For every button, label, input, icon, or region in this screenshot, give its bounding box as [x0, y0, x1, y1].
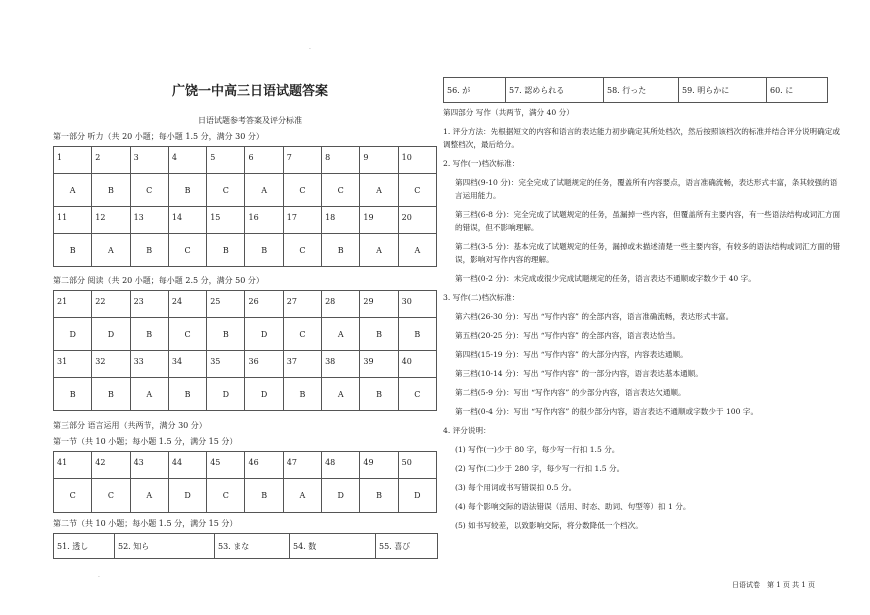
table-cell: B	[207, 234, 245, 267]
table-cell: C	[398, 174, 436, 207]
table-row	[54, 318, 437, 351]
table-cell: D	[245, 318, 283, 351]
table-cell: B	[398, 318, 436, 351]
table-cell: 12	[92, 207, 130, 234]
table-cell: B	[322, 234, 360, 267]
table-cell: A	[245, 174, 283, 207]
scoring-note: (3) 每个用词或书写错误扣 0.5 分。	[455, 483, 577, 492]
table-cell: 25	[207, 291, 245, 318]
scoring-note: (5) 如书写较差，以致影响交际，将分数降低一个档次。	[455, 521, 643, 530]
table-cell: 35	[207, 351, 245, 378]
table-cell: 44	[168, 452, 206, 479]
fill-table-1	[53, 533, 438, 559]
table-cell: B	[92, 378, 130, 411]
table-cell: A	[92, 234, 130, 267]
table-cell: 11	[54, 207, 92, 234]
table-cell: 36	[245, 351, 283, 378]
table-row	[54, 147, 437, 174]
part3-heading: 第三部分 语言运用（共两节，满分 30 分）	[53, 421, 207, 430]
table-cell: C	[92, 479, 130, 513]
table-cell: 37	[283, 351, 321, 378]
table-cell: 21	[54, 291, 92, 318]
table-cell: 27	[283, 291, 321, 318]
table-cell: 17	[283, 207, 321, 234]
table-cell: B	[54, 234, 92, 267]
table-row	[54, 479, 437, 513]
table-cell: B	[168, 174, 206, 207]
table-cell: 16	[245, 207, 283, 234]
table-cell: 28	[322, 291, 360, 318]
table-cell: C	[283, 234, 321, 267]
table-cell: B	[54, 378, 92, 411]
table-cell: 23	[130, 291, 168, 318]
table-cell: A	[398, 234, 436, 267]
table-cell: 10	[398, 147, 436, 174]
table-cell: C	[283, 318, 321, 351]
table-cell: 48	[322, 452, 360, 479]
table-cell: 56. が	[444, 78, 506, 103]
table-cell: 32	[92, 351, 130, 378]
part3-sec1-heading: 第一节（共 10 小题；每小题 1.5 分，满分 15 分）	[53, 437, 238, 446]
table-cell: 50	[398, 452, 436, 479]
table-cell: D	[54, 318, 92, 351]
table-cell: 2	[92, 147, 130, 174]
table-cell: 13	[130, 207, 168, 234]
page-mark: .	[309, 44, 311, 51]
table-row	[54, 378, 437, 411]
table-cell: 41	[54, 452, 92, 479]
table-cell: B	[283, 378, 321, 411]
table-cell: 6	[245, 147, 283, 174]
table-cell: B	[130, 318, 168, 351]
table-cell: B	[245, 234, 283, 267]
table-cell: 34	[168, 351, 206, 378]
table-cell: B	[207, 318, 245, 351]
table-cell: C	[168, 234, 206, 267]
writing2-level: 第五档(20-25 分)：写出 “写作内容” 的全部内容，语言表达恰当。	[455, 331, 681, 340]
table-cell: D	[398, 479, 436, 513]
table-cell: 8	[322, 147, 360, 174]
table-cell: 26	[245, 291, 283, 318]
table-cell: A	[360, 234, 398, 267]
table-cell: 5	[207, 147, 245, 174]
table-cell: 4	[168, 147, 206, 174]
table-cell: 42	[92, 452, 130, 479]
table-cell: 33	[130, 351, 168, 378]
table-cell: C	[207, 479, 245, 513]
page-mark: .	[98, 572, 100, 579]
table-cell: A	[130, 479, 168, 513]
table-cell: 55. 喜び	[376, 534, 438, 559]
table-cell: 24	[168, 291, 206, 318]
page-title: 广饶一中高三日语试题答案	[171, 84, 328, 99]
table-row	[54, 534, 438, 559]
table-cell: D	[245, 378, 283, 411]
table-cell: D	[322, 479, 360, 513]
table-row	[444, 78, 828, 103]
table-cell: 46	[245, 452, 283, 479]
table-cell: B	[360, 318, 398, 351]
part2-answer-table	[53, 290, 437, 411]
writing2-level: 第四档(15-19 分)：写出 “写作内容” 的大部分内容，内容表达通顺。	[455, 350, 688, 359]
table-cell: 20	[398, 207, 436, 234]
table-cell: 60. に	[767, 78, 828, 103]
table-cell: 22	[92, 291, 130, 318]
table-cell: D	[92, 318, 130, 351]
table-cell: C	[322, 174, 360, 207]
table-cell: C	[168, 318, 206, 351]
part1-heading: 第一部分 听力（共 20 小题；每小题 1.5 分，满分 30 分）	[53, 132, 264, 141]
notes-heading: 4. 评分说明：	[443, 426, 491, 435]
writing2-level: 第一档(0-4 分)：写出 “写作内容” 的很少部分内容，语言表达不通顺或字数少于 100 字。	[455, 407, 759, 416]
table-cell: 57. 認められる	[506, 78, 604, 103]
part4-heading: 第四部分 写作（共两节，满分 40 分）	[443, 108, 574, 117]
table-cell: A	[322, 378, 360, 411]
table-cell: 54. 数	[290, 534, 376, 559]
part2-heading: 第二部分 阅读（共 20 小题；每小题 2.5 分，满分 50 分）	[53, 276, 264, 285]
table-cell: B	[168, 378, 206, 411]
table-row	[54, 452, 437, 479]
fill-table-2	[443, 77, 828, 103]
table-row	[54, 207, 437, 234]
table-row	[54, 291, 437, 318]
table-cell: A	[54, 174, 92, 207]
writing1-level: 第三档(6-8 分)：完全完成了试题规定的任务，虽漏掉一些内容，但覆盖所有主要内容，有一些语法结构或词汇方面的错误，但不影响理解。	[455, 210, 841, 232]
table-cell: B	[360, 378, 398, 411]
table-cell: B	[360, 479, 398, 513]
table-cell: 9	[360, 147, 398, 174]
table-cell: B	[245, 479, 283, 513]
table-row	[54, 351, 437, 378]
table-cell: A	[360, 174, 398, 207]
table-cell: 47	[283, 452, 321, 479]
table-cell: 51. 透し	[54, 534, 115, 559]
table-cell: 14	[168, 207, 206, 234]
table-cell: B	[92, 174, 130, 207]
table-cell: 18	[322, 207, 360, 234]
table-cell: 38	[322, 351, 360, 378]
table-cell: 43	[130, 452, 168, 479]
writing2-level: 第六档(26-30 分)：写出 “写作内容” 的全部内容，语言准确流畅，表达形式丰富。	[455, 312, 734, 321]
writing2-heading: 3. 写作(二)档次标准：	[443, 293, 520, 302]
table-cell: 3	[130, 147, 168, 174]
table-cell: 7	[283, 147, 321, 174]
scoring-note: (4) 每个影响交际的语法错误（活用、时态、助词、句型等）扣 1 分。	[455, 502, 691, 511]
part1-answer-table	[53, 146, 437, 267]
writing2-level: 第三档(10-14 分)：写出 “写作内容” 的一部分内容，语言表达基本通顺。	[455, 369, 703, 378]
table-cell: 52. 知ら	[115, 534, 215, 559]
table-cell: 40	[398, 351, 436, 378]
table-cell: B	[130, 234, 168, 267]
writing1-level: 第一档(0-2 分)：未完成或很少完成试题规定的任务，语言表达不通顺或字数少于 40 字。	[455, 274, 756, 283]
table-cell: 15	[207, 207, 245, 234]
table-cell: 49	[360, 452, 398, 479]
table-cell: D	[207, 378, 245, 411]
scoring-note: (1) 写作(一)少于 80 字，每少写一行扣 1.5 分。	[455, 445, 620, 454]
table-row	[54, 174, 437, 207]
writing1-level: 第四档(9-10 分)：完全完成了试题规定的任务，覆盖所有内容要点，语言准确流畅，表达形式丰富，条其较强的语言运用能力。	[455, 178, 838, 200]
table-cell: 53. まな	[215, 534, 290, 559]
writing2-level: 第二档(5-9 分)：写出 “写作内容” 的少部分内容，语言表达欠通顺。	[455, 388, 686, 397]
table-cell: A	[322, 318, 360, 351]
part3-sec2-heading: 第二节（共 10 小题；每小题 1.5 分，满分 15 分）	[53, 519, 238, 528]
table-row	[54, 234, 437, 267]
writing1-level: 第二档(3-5 分)：基本完成了试题规定的任务，漏掉或未描述清楚一些主要内容，有较多的语法结构或词汇方面的错误，影响对写作内容的理解。	[455, 242, 841, 264]
table-cell: C	[398, 378, 436, 411]
table-cell: 1	[54, 147, 92, 174]
writing-section	[443, 106, 843, 538]
table-cell: C	[54, 479, 92, 513]
table-cell: 19	[360, 207, 398, 234]
part3-answer-table	[53, 451, 437, 513]
table-cell: C	[207, 174, 245, 207]
table-cell: 39	[360, 351, 398, 378]
table-cell: 29	[360, 291, 398, 318]
table-cell: 58. 行った	[604, 78, 679, 103]
table-cell: C	[130, 174, 168, 207]
page-footer: 日语试卷 第 1 页 共 1 页	[732, 581, 816, 589]
table-cell: 45	[207, 452, 245, 479]
table-cell: 30	[398, 291, 436, 318]
scoring-method: 1. 评分方法：先根据短文的内容和语言的表达能力初步确定其所处档次，然后按照该档次的标准并结合评分说明确定或调整档次，最后给分。	[443, 127, 840, 149]
table-cell: D	[168, 479, 206, 513]
writing1-heading: 2. 写作(一)档次标准：	[443, 159, 520, 168]
table-cell: C	[283, 174, 321, 207]
table-cell: 31	[54, 351, 92, 378]
table-cell: A	[130, 378, 168, 411]
table-cell: A	[283, 479, 321, 513]
scoring-note: (2) 写作(二)少于 280 字，每少写一行扣 1.5 分。	[455, 464, 625, 473]
page-subtitle: 日语试题参考答案及评分标准	[198, 116, 302, 125]
table-cell: 59. 明らかに	[679, 78, 767, 103]
